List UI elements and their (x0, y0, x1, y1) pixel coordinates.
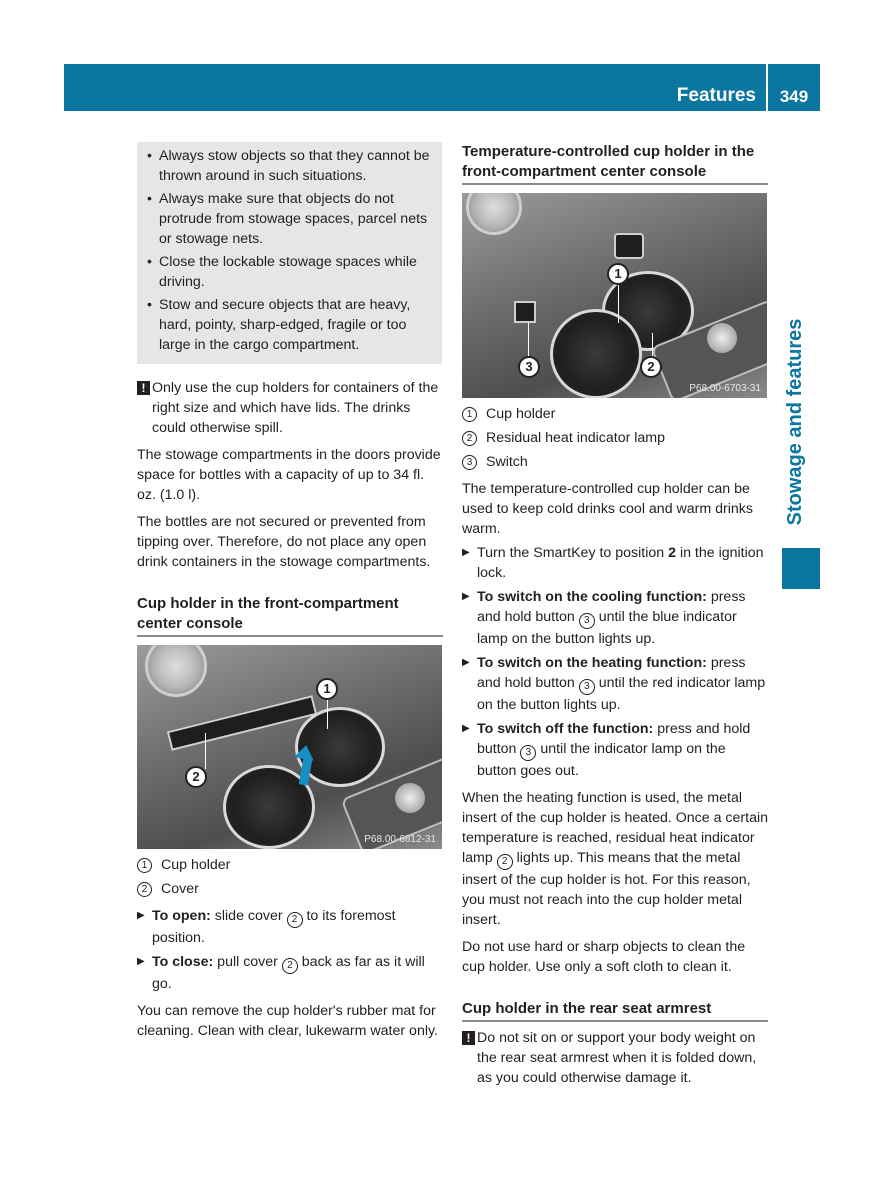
paragraph-intro: The temperature-controlled cup holder can be used to keep cold drinks cool and warm drinks warm. (462, 481, 753, 537)
right-column (462, 142, 768, 1088)
legend-label: Cup holder (486, 406, 556, 422)
page-number: 349 (779, 87, 809, 106)
callout-ref-icon: 3 (579, 679, 595, 695)
callout-leader (205, 733, 206, 769)
callout-leader (327, 699, 328, 729)
side-tab-marker (782, 548, 820, 589)
paragraph-text: When the heating function is used, the metal insert of the cup holder is heated. Once a certain temperature is reached, residual heat indicator lamp (462, 790, 769, 866)
instruction-step-heating (462, 653, 768, 715)
callout-ref-icon: 2 (287, 912, 303, 928)
caution-note-text: Only use the cup holders for containers of the right size and which have lids. The drinks could otherwise spill. (152, 380, 439, 436)
callout-number-icon: 2 (462, 431, 477, 446)
callout-number-icon: 2 (137, 882, 152, 897)
caution-note-armrest (462, 1028, 768, 1088)
legend-label: Switch (486, 454, 528, 470)
figure-code: P68.00-6703-31 (689, 383, 761, 394)
step-label: To switch on the cooling function: (477, 589, 707, 605)
paragraph-door-compartments: The stowage compartments in the doors provide space for bottles with a capacity of up to 34 fl. oz. (1.0 l). (137, 447, 441, 503)
warning-box (137, 142, 442, 364)
cup-holder-figure (137, 645, 442, 849)
legend-item (137, 879, 443, 899)
instruction-step-ignition (462, 543, 768, 583)
step-text: until the blue indicator lamp on the button lights up. (477, 609, 737, 647)
step-text: until the indicator lamp on the button goes out. (477, 741, 726, 779)
instrument-gauge-graphic (466, 193, 522, 235)
section-heading-front-cup-holder: Cup holder in the front-compartment center console (137, 594, 443, 637)
step-text: press and hold button (477, 655, 746, 691)
step-text: until the red indicator lamp on the button lights up. (477, 675, 766, 713)
warning-bullet: • Always stow objects so that they cannot be thrown around in such situations. (145, 146, 436, 186)
callout-leader (528, 323, 529, 357)
warning-bullet: • Always make sure that objects do not protrude from stowage spaces, parcel nets or stowage nets. (145, 189, 436, 249)
callout-2: 2 (640, 356, 662, 378)
cup-well-graphic (550, 309, 642, 398)
caution-note-text: Do not sit on or support your body weight on the rear seat armrest when it is folded down, as you could otherwise damage it. (477, 1030, 757, 1086)
step-text: pull cover (213, 954, 282, 970)
legend-label: Cover (161, 881, 199, 897)
instruction-step-close (137, 952, 443, 994)
callout-number-icon: 1 (137, 858, 152, 873)
legend-item (137, 855, 443, 875)
callout-leader (618, 285, 619, 323)
paragraph-cleaning: Do not use hard or sharp objects to clean the cup holder. Use only a soft cloth to clean it. (462, 939, 746, 975)
callout-ref-icon: 2 (282, 958, 298, 974)
legend-label: Residual heat indicator lamp (486, 430, 666, 446)
paragraph-rubber-mat: You can remove the cup holder's rubber mat for cleaning. Clean with clear, lukewarm water only. (137, 1003, 438, 1039)
temperature-cup-holder-figure (462, 193, 767, 398)
controller-knob-graphic (707, 323, 737, 353)
step-text: press and hold button (477, 721, 751, 757)
instruction-step-open (137, 906, 443, 948)
instruction-step-switch-off (462, 719, 768, 781)
step-text: Turn the SmartKey to position (477, 545, 669, 561)
callout-1: 1 (316, 678, 338, 700)
warning-bullet: • Stow and secure objects that are heavy, hard, pointy, sharp-edged, fragile or too large in the cargo compartment. (145, 295, 436, 355)
callout-3: 3 (518, 356, 540, 378)
callout-ref-icon: 3 (520, 745, 536, 761)
legend-item (462, 428, 768, 448)
step-label: To open: (152, 908, 211, 924)
callout-number-icon: 3 (462, 455, 477, 470)
legend-label: Cup holder (161, 857, 231, 873)
callout-2: 2 (185, 766, 207, 788)
exclamation-icon: ! (137, 381, 150, 395)
step-text: press and hold button (477, 589, 746, 625)
section-heading-rear-armrest: Cup holder in the rear seat armrest (462, 999, 768, 1022)
paragraph-text: lights up. This means that the metal insert of the cup holder is hot. For this reason, you must not reach into the cup holder metal insert. (462, 850, 751, 928)
warning-bullet: • Close the lockable stowage spaces while driving. (145, 252, 436, 292)
instrument-gauge-graphic (145, 645, 207, 697)
legend-item (462, 452, 768, 472)
callout-1: 1 (607, 263, 629, 285)
callout-number-icon: 1 (462, 407, 477, 422)
legend-item (462, 404, 768, 424)
switch-graphic (514, 301, 536, 323)
controller-knob-graphic (395, 783, 425, 813)
step-label: To close: (152, 954, 214, 970)
caution-note (137, 378, 443, 438)
callout-ref-icon: 3 (579, 613, 595, 629)
section-side-tab (775, 300, 815, 545)
chapter-title: Features (676, 85, 756, 106)
step-value: 2 (668, 545, 676, 561)
page-header (64, 64, 820, 111)
section-heading-temperature-cup-holder: Temperature-controlled cup holder in the front-compartment center console (462, 142, 768, 185)
step-text: to its foremost position. (152, 908, 396, 946)
paragraph-bottles: The bottles are not secured or prevented from tipping over. Therefore, do not place any open drink containers in the stowage compartments. (137, 514, 431, 570)
step-text: back as far as it will go. (152, 954, 425, 992)
left-column (137, 142, 443, 1041)
paragraph-heating-warning (462, 788, 768, 930)
instruction-step-cooling (462, 587, 768, 649)
step-label: To switch on the heating function: (477, 655, 707, 671)
power-outlet-graphic (614, 233, 644, 259)
figure-code: P68.00-6812-31 (364, 834, 436, 845)
step-label: To switch off the function: (477, 721, 654, 737)
side-tab-label: Stowage and features (784, 318, 806, 526)
callout-ref-icon: 2 (497, 854, 513, 870)
step-text: slide cover (210, 908, 287, 924)
exclamation-icon: ! (462, 1031, 475, 1045)
step-text: in the ignition lock. (477, 545, 764, 581)
